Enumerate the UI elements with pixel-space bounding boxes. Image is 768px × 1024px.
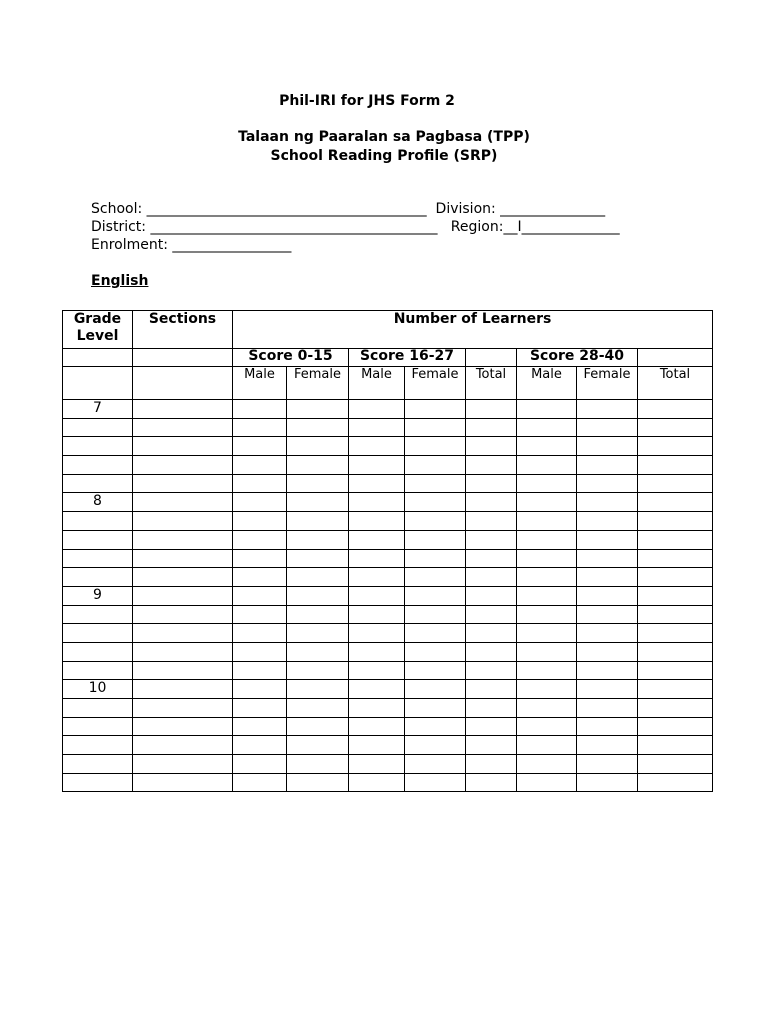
blank-entry-cell [133,549,233,568]
blank-entry-cell [133,736,233,755]
sub-header: Female [287,367,349,400]
table-row [63,437,713,456]
blank-entry-cell [577,418,638,437]
blank-entry-cell [405,549,466,568]
blank-entry-cell [405,605,466,624]
blank-entry-cell [133,699,233,718]
blank-entry-cell [577,456,638,475]
blank-entry-cell [638,493,713,512]
blank-entry-cell [233,605,287,624]
blank-entry-cell [287,736,349,755]
blank-entry-cell [638,456,713,475]
blank-entry-cell [466,418,517,437]
blank-entry-cell [405,624,466,643]
table-row [63,530,713,549]
blank-entry-cell [638,549,713,568]
blank-entry-cell [133,418,233,437]
blank-entry-cell [233,755,287,774]
blank-entry-cell [349,530,405,549]
blank-entry-cell [517,755,577,774]
blank-entry-cell [63,568,133,587]
blank-entry-cell [405,512,466,531]
blank-entry-cell [63,736,133,755]
blank-entry-cell [349,680,405,699]
table-row [63,699,713,718]
blank-entry-cell [405,437,466,456]
blank-entry-cell [287,530,349,549]
blank-entry-cell [233,474,287,493]
table-row [63,456,713,475]
blank-entry-cell [233,512,287,531]
blank-entry-cell [405,717,466,736]
blank-entry-cell [287,418,349,437]
blank-entry-cell [287,474,349,493]
title-tagalog: Talaan ng Paaralan sa Pagbasa (TPP) [238,129,530,145]
score-group-header: Score 28-40 [517,349,638,367]
sub-header: Female [405,367,466,400]
blank-entry-cell [638,418,713,437]
blank-entry-cell [233,773,287,792]
blank-entry-cell [287,605,349,624]
blank-entry-cell [349,755,405,774]
blank-entry-cell [577,586,638,605]
blank-entry-cell [517,437,577,456]
blank-entry-cell [466,661,517,680]
blank-entry-cell [63,530,133,549]
table-row [63,624,713,643]
blank-entry-cell [287,661,349,680]
blank-entry-cell [133,568,233,587]
table-row [63,549,713,568]
sub-header: Female [577,367,638,400]
blank-entry-cell [133,717,233,736]
blank-entry-cell [577,717,638,736]
empty-cell [63,349,133,367]
blank-entry-cell [63,418,133,437]
blank-entry-cell [133,624,233,643]
blank-entry-cell [577,773,638,792]
blank-entry-cell [349,605,405,624]
blank-entry-cell [349,624,405,643]
empty-cell [133,367,233,400]
empty-cell [466,349,517,367]
blank-entry-cell [63,549,133,568]
blank-entry-cell [638,586,713,605]
blank-entry-cell [133,773,233,792]
blank-entry-cell [287,717,349,736]
blank-entry-cell [349,661,405,680]
blank-entry-cell [638,474,713,493]
blank-entry-cell [517,605,577,624]
blank-entry-cell [233,456,287,475]
blank-entry-cell [638,755,713,774]
blank-entry-cell [133,437,233,456]
table-row [63,717,713,736]
table-row [63,493,713,512]
table-row [63,755,713,774]
blank-entry-cell [233,717,287,736]
blank-entry-cell [638,512,713,531]
blank-entry-cell [349,736,405,755]
empty-cell [133,349,233,367]
blank-entry-cell [233,680,287,699]
blank-entry-cell [638,661,713,680]
grade-level-cell: 10 [63,680,133,699]
header-row-2 [63,349,713,367]
blank-entry-cell [405,661,466,680]
blank-entry-cell [517,418,577,437]
blank-entry-cell [517,474,577,493]
blank-entry-cell [133,512,233,531]
blank-entry-cell [577,568,638,587]
blank-entry-cell [466,474,517,493]
blank-entry-cell [517,680,577,699]
score-group-header: Score 16-27 [349,349,466,367]
blank-entry-cell [517,530,577,549]
blank-entry-cell [63,456,133,475]
blank-entry-cell [233,493,287,512]
table-row [63,736,713,755]
blank-entry-cell [638,717,713,736]
table-row [63,474,713,493]
blank-entry-cell [517,586,577,605]
blank-entry-cell [517,400,577,419]
grade-level-cell: 9 [63,586,133,605]
blank-entry-cell [577,699,638,718]
blank-entry-cell [405,493,466,512]
sub-header: Total [638,367,713,400]
blank-entry-cell [517,568,577,587]
blank-entry-cell [405,586,466,605]
blank-entry-cell [638,699,713,718]
table-row [63,605,713,624]
blank-entry-cell [466,586,517,605]
blank-entry-cell [577,530,638,549]
blank-entry-cell [233,568,287,587]
blank-entry-cell [405,400,466,419]
table-row [63,773,713,792]
title-english: School Reading Profile (SRP) [270,148,498,164]
blank-entry-cell [466,605,517,624]
empty-cell [638,349,713,367]
district-region-field: District: _________________________________________ Region:__I______________ [91,219,620,235]
blank-entry-cell [349,773,405,792]
blank-entry-cell [517,661,577,680]
blank-entry-cell [133,456,233,475]
blank-entry-cell [63,605,133,624]
blank-entry-cell [349,437,405,456]
blank-entry-cell [349,456,405,475]
blank-entry-cell [466,549,517,568]
blank-entry-cell [233,437,287,456]
grade-level-cell: 7 [63,400,133,419]
score-group-header: Score 0-15 [233,349,349,367]
subject-label: English [91,273,149,289]
table-row [63,512,713,531]
blank-entry-cell [287,624,349,643]
blank-entry-cell [405,736,466,755]
table-row [63,680,713,699]
blank-entry-cell [466,568,517,587]
blank-entry-cell [638,736,713,755]
blank-entry-cell [233,642,287,661]
blank-entry-cell [287,512,349,531]
blank-entry-cell [349,586,405,605]
blank-entry-cell [63,717,133,736]
blank-entry-cell [405,456,466,475]
grade-level-header: Grade Level [63,311,133,349]
blank-entry-cell [577,437,638,456]
blank-entry-cell [405,568,466,587]
blank-entry-cell [638,605,713,624]
form-title: Phil-IRI for JHS Form 2 [279,93,455,109]
blank-entry-cell [638,642,713,661]
blank-entry-cell [466,400,517,419]
table-row [63,400,713,419]
blank-entry-cell [133,642,233,661]
blank-entry-cell [133,755,233,774]
table-row [63,642,713,661]
blank-entry-cell [233,418,287,437]
blank-entry-cell [577,736,638,755]
blank-entry-cell [577,755,638,774]
blank-entry-cell [638,437,713,456]
blank-entry-cell [349,642,405,661]
blank-entry-cell [287,549,349,568]
blank-entry-cell [405,699,466,718]
table-body [63,400,713,792]
blank-entry-cell [349,568,405,587]
blank-entry-cell [466,530,517,549]
blank-entry-cell [577,493,638,512]
blank-entry-cell [287,755,349,774]
blank-entry-cell [577,512,638,531]
blank-entry-cell [63,699,133,718]
blank-entry-cell [577,624,638,643]
blank-entry-cell [405,755,466,774]
blank-entry-cell [638,568,713,587]
blank-entry-cell [63,642,133,661]
blank-entry-cell [466,642,517,661]
blank-entry-cell [577,549,638,568]
blank-entry-cell [63,624,133,643]
blank-entry-cell [517,493,577,512]
blank-entry-cell [349,717,405,736]
blank-entry-cell [287,437,349,456]
blank-entry-cell [577,400,638,419]
blank-entry-cell [233,586,287,605]
empty-cell [63,367,133,400]
blank-entry-cell [349,493,405,512]
blank-entry-cell [133,474,233,493]
table-row [63,661,713,680]
number-of-learners-header: Number of Learners [233,311,713,349]
blank-entry-cell [233,400,287,419]
sub-header: Male [517,367,577,400]
blank-entry-cell [405,773,466,792]
blank-entry-cell [287,773,349,792]
blank-entry-cell [63,474,133,493]
blank-entry-cell [133,586,233,605]
blank-entry-cell [517,699,577,718]
blank-entry-cell [287,400,349,419]
blank-entry-cell [638,680,713,699]
school-division-field: School: ________________________________________ Division: _______________ [91,201,606,217]
blank-entry-cell [287,493,349,512]
blank-entry-cell [133,400,233,419]
table-row [63,586,713,605]
blank-entry-cell [63,661,133,680]
blank-entry-cell [577,605,638,624]
blank-entry-cell [466,699,517,718]
blank-entry-cell [466,493,517,512]
enrolment-field: Enrolment: _________________ [91,237,292,253]
blank-entry-cell [577,474,638,493]
sub-header: Male [349,367,405,400]
blank-entry-cell [233,624,287,643]
blank-entry-cell [287,680,349,699]
grade-level-cell: 8 [63,493,133,512]
blank-entry-cell [517,717,577,736]
blank-entry-cell [638,400,713,419]
reading-profile-table [62,310,713,792]
blank-entry-cell [63,437,133,456]
blank-entry-cell [133,661,233,680]
blank-entry-cell [287,586,349,605]
blank-entry-cell [638,773,713,792]
blank-entry-cell [233,736,287,755]
sections-header: Sections [133,311,233,349]
blank-entry-cell [405,474,466,493]
blank-entry-cell [287,642,349,661]
blank-entry-cell [405,642,466,661]
blank-entry-cell [466,624,517,643]
blank-entry-cell [349,549,405,568]
blank-entry-cell [63,755,133,774]
sub-header: Total [466,367,517,400]
blank-entry-cell [517,642,577,661]
blank-entry-cell [466,456,517,475]
blank-entry-cell [63,512,133,531]
blank-entry-cell [577,661,638,680]
blank-entry-cell [405,530,466,549]
sub-header: Male [233,367,287,400]
blank-entry-cell [466,755,517,774]
blank-entry-cell [233,530,287,549]
blank-entry-cell [577,642,638,661]
blank-entry-cell [638,530,713,549]
blank-entry-cell [466,736,517,755]
blank-entry-cell [349,699,405,718]
blank-entry-cell [287,456,349,475]
blank-entry-cell [349,418,405,437]
blank-entry-cell [517,549,577,568]
blank-entry-cell [577,680,638,699]
blank-entry-cell [466,680,517,699]
blank-entry-cell [405,680,466,699]
blank-entry-cell [133,680,233,699]
blank-entry-cell [517,736,577,755]
blank-entry-cell [133,530,233,549]
header-row-1 [63,311,713,349]
blank-entry-cell [349,512,405,531]
table-row [63,418,713,437]
blank-entry-cell [517,624,577,643]
blank-entry-cell [287,568,349,587]
blank-entry-cell [466,773,517,792]
blank-entry-cell [517,773,577,792]
blank-entry-cell [517,456,577,475]
blank-entry-cell [233,661,287,680]
blank-entry-cell [349,400,405,419]
header-row-3 [63,367,713,400]
blank-entry-cell [466,717,517,736]
blank-entry-cell [133,493,233,512]
table-row [63,568,713,587]
blank-entry-cell [133,605,233,624]
blank-entry-cell [233,699,287,718]
blank-entry-cell [638,624,713,643]
blank-entry-cell [405,418,466,437]
blank-entry-cell [233,549,287,568]
blank-entry-cell [466,437,517,456]
blank-entry-cell [517,512,577,531]
blank-entry-cell [466,512,517,531]
blank-entry-cell [63,773,133,792]
blank-entry-cell [349,474,405,493]
blank-entry-cell [287,699,349,718]
